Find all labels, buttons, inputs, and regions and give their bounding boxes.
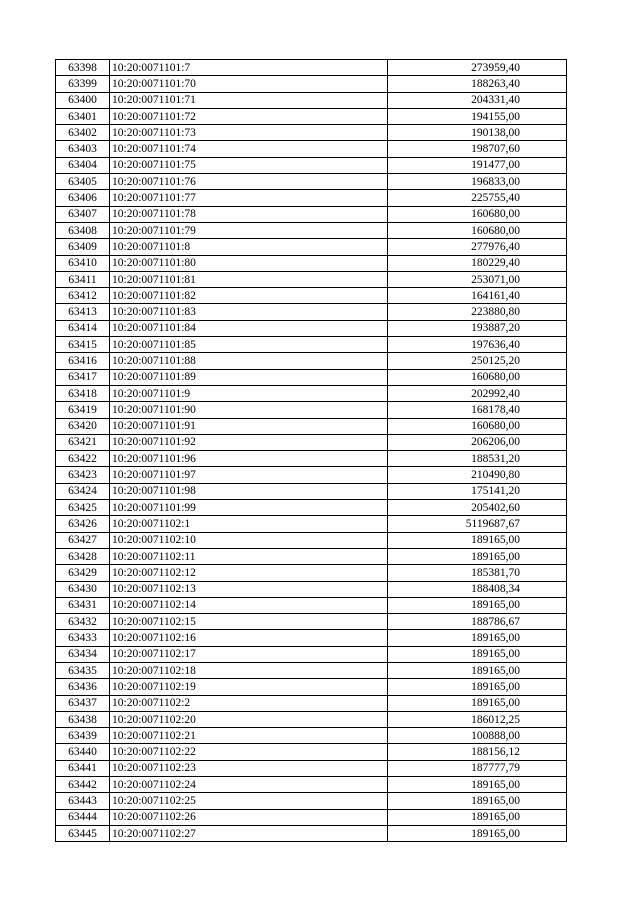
- cadastral-value-cell: 273959,40: [388, 60, 567, 76]
- row-number-cell: 63436: [56, 679, 110, 695]
- row-number-cell: 63424: [56, 483, 110, 499]
- cadastral-value-cell: 225755,40: [388, 190, 567, 206]
- row-number-cell: 63417: [56, 369, 110, 385]
- row-number-cell: 63407: [56, 206, 110, 222]
- cadastral-number-cell: 10:20:0071102:24: [110, 777, 388, 793]
- cadastral-value-cell: 202992,40: [388, 385, 567, 401]
- cadastral-number-cell: 10:20:0071102:26: [110, 809, 388, 825]
- table-row: [56, 353, 567, 369]
- row-number-cell: 63443: [56, 793, 110, 809]
- row-number-cell: 63402: [56, 125, 110, 141]
- cadastral-number-cell: 10:20:0071101:98: [110, 483, 388, 499]
- cadastral-number-cell: 10:20:0071101:81: [110, 271, 388, 287]
- cadastral-number-cell: 10:20:0071101:85: [110, 337, 388, 353]
- cadastral-number-cell: 10:20:0071102:10: [110, 532, 388, 548]
- row-number-cell: 63422: [56, 451, 110, 467]
- table-row: [56, 92, 567, 108]
- row-number-cell: 63403: [56, 141, 110, 157]
- table-row: [56, 679, 567, 695]
- row-number-cell: 63444: [56, 809, 110, 825]
- cadastral-number-cell: 10:20:0071102:16: [110, 630, 388, 646]
- cadastral-value-cell: 187777,79: [388, 760, 567, 776]
- row-number-cell: 63437: [56, 695, 110, 711]
- cadastral-value-cell: 5119687,67: [388, 516, 567, 532]
- table-row: [56, 548, 567, 564]
- cadastral-number-cell: 10:20:0071102:27: [110, 825, 388, 841]
- cadastral-value-cell: 186012,25: [388, 711, 567, 727]
- table-row: [56, 206, 567, 222]
- cadastral-value-cell: 160680,00: [388, 222, 567, 238]
- cadastral-value-cell: 189165,00: [388, 809, 567, 825]
- row-number-cell: 63423: [56, 467, 110, 483]
- cadastral-value-cell: 250125,20: [388, 353, 567, 369]
- cadastral-value-cell: 160680,00: [388, 418, 567, 434]
- cadastral-value-cell: 205402,60: [388, 500, 567, 516]
- table-row: [56, 500, 567, 516]
- cadastral-number-cell: 10:20:0071102:22: [110, 744, 388, 760]
- cadastral-value-cell: 193887,20: [388, 320, 567, 336]
- table-row: [56, 744, 567, 760]
- cadastral-value-cell: 210490,80: [388, 467, 567, 483]
- cadastral-number-cell: 10:20:0071102:23: [110, 760, 388, 776]
- cadastral-number-cell: 10:20:0071101:73: [110, 125, 388, 141]
- row-number-cell: 63430: [56, 581, 110, 597]
- row-number-cell: 63409: [56, 239, 110, 255]
- row-number-cell: 63405: [56, 174, 110, 190]
- table-row: [56, 646, 567, 662]
- table-row: [56, 532, 567, 548]
- table-row: [56, 418, 567, 434]
- row-number-cell: 63428: [56, 548, 110, 564]
- cadastral-value-cell: 189165,00: [388, 793, 567, 809]
- table-row: [56, 222, 567, 238]
- cadastral-value-cell: 189165,00: [388, 777, 567, 793]
- table-row: [56, 483, 567, 499]
- table-row: [56, 157, 567, 173]
- cadastral-number-cell: 10:20:0071102:17: [110, 646, 388, 662]
- cadastral-number-cell: 10:20:0071101:70: [110, 76, 388, 92]
- cadastral-number-cell: 10:20:0071101:77: [110, 190, 388, 206]
- cadastral-number-cell: 10:20:0071101:8: [110, 239, 388, 255]
- table-row: [56, 516, 567, 532]
- cadastral-number-cell: 10:20:0071102:25: [110, 793, 388, 809]
- cadastral-number-cell: 10:20:0071101:79: [110, 222, 388, 238]
- cadastral-value-cell: 189165,00: [388, 662, 567, 678]
- cadastral-value-cell: 277976,40: [388, 239, 567, 255]
- table-row: [56, 760, 567, 776]
- table-row: [56, 777, 567, 793]
- row-number-cell: 63399: [56, 76, 110, 92]
- row-number-cell: 63425: [56, 500, 110, 516]
- cadastral-value-cell: 188408,34: [388, 581, 567, 597]
- cadastral-value-cell: 188531,20: [388, 451, 567, 467]
- cadastral-value-cell: 196833,00: [388, 174, 567, 190]
- row-number-cell: 63439: [56, 728, 110, 744]
- cadastral-value-cell: 189165,00: [388, 679, 567, 695]
- cadastral-value-cell: 190138,00: [388, 125, 567, 141]
- cadastral-number-cell: 10:20:0071101:72: [110, 108, 388, 124]
- table-row: [56, 239, 567, 255]
- table-row: [56, 271, 567, 287]
- cadastral-number-cell: 10:20:0071102:18: [110, 662, 388, 678]
- cadastral-value-cell: 253071,00: [388, 271, 567, 287]
- cadastral-number-cell: 10:20:0071102:21: [110, 728, 388, 744]
- table-row: [56, 255, 567, 271]
- table-row: [56, 190, 567, 206]
- table-row: [56, 662, 567, 678]
- cadastral-value-cell: 198707,60: [388, 141, 567, 157]
- cadastral-value-cell: 168178,40: [388, 402, 567, 418]
- row-number-cell: 63431: [56, 597, 110, 613]
- table-row: [56, 108, 567, 124]
- table-row: [56, 793, 567, 809]
- table-row: [56, 385, 567, 401]
- cadastral-number-cell: 10:20:0071101:88: [110, 353, 388, 369]
- table-row: [56, 369, 567, 385]
- table-body: [56, 60, 567, 842]
- cadastral-number-cell: 10:20:0071101:74: [110, 141, 388, 157]
- row-number-cell: 63404: [56, 157, 110, 173]
- row-number-cell: 63410: [56, 255, 110, 271]
- row-number-cell: 63408: [56, 222, 110, 238]
- table-row: [56, 174, 567, 190]
- table-row: [56, 728, 567, 744]
- cadastral-value-cell: 100888,00: [388, 728, 567, 744]
- cadastral-number-cell: 10:20:0071101:78: [110, 206, 388, 222]
- row-number-cell: 63442: [56, 777, 110, 793]
- cadastral-value-cell: 197636,40: [388, 337, 567, 353]
- cadastral-number-cell: 10:20:0071102:19: [110, 679, 388, 695]
- cadastral-value-cell: 160680,00: [388, 206, 567, 222]
- row-number-cell: 63429: [56, 565, 110, 581]
- cadastral-number-cell: 10:20:0071102:12: [110, 565, 388, 581]
- table-row: [56, 141, 567, 157]
- cadastral-number-cell: 10:20:0071101:84: [110, 320, 388, 336]
- cadastral-number-cell: 10:20:0071101:90: [110, 402, 388, 418]
- cadastral-value-cell: 164161,40: [388, 288, 567, 304]
- row-number-cell: 63445: [56, 825, 110, 841]
- cadastral-number-cell: 10:20:0071101:91: [110, 418, 388, 434]
- row-number-cell: 63413: [56, 304, 110, 320]
- cadastral-value-cell: 204331,40: [388, 92, 567, 108]
- table-row: [56, 304, 567, 320]
- cadastral-value-cell: 188156,12: [388, 744, 567, 760]
- table-row: [56, 451, 567, 467]
- cadastral-number-cell: 10:20:0071101:96: [110, 451, 388, 467]
- table-row: [56, 60, 567, 76]
- cadastral-value-cell: 189165,00: [388, 630, 567, 646]
- row-number-cell: 63406: [56, 190, 110, 206]
- cadastral-value-cell: 189165,00: [388, 695, 567, 711]
- table-row: [56, 581, 567, 597]
- row-number-cell: 63416: [56, 353, 110, 369]
- table-row: [56, 597, 567, 613]
- row-number-cell: 63420: [56, 418, 110, 434]
- cadastral-value-cell: 160680,00: [388, 369, 567, 385]
- row-number-cell: 63433: [56, 630, 110, 646]
- table-row: [56, 565, 567, 581]
- cadastral-number-cell: 10:20:0071101:76: [110, 174, 388, 190]
- cadastral-number-cell: 10:20:0071102:11: [110, 548, 388, 564]
- row-number-cell: 63419: [56, 402, 110, 418]
- cadastral-value-cell: 188786,67: [388, 614, 567, 630]
- row-number-cell: 63412: [56, 288, 110, 304]
- cadastral-value-cell: 191477,00: [388, 157, 567, 173]
- row-number-cell: 63440: [56, 744, 110, 760]
- table-row: [56, 467, 567, 483]
- cadastral-number-cell: 10:20:0071102:1: [110, 516, 388, 532]
- row-number-cell: 63398: [56, 60, 110, 76]
- table-row: [56, 825, 567, 841]
- table-row: [56, 288, 567, 304]
- table-row: [56, 614, 567, 630]
- document-page: [55, 59, 566, 842]
- row-number-cell: 63434: [56, 646, 110, 662]
- cadastral-number-cell: 10:20:0071102:20: [110, 711, 388, 727]
- table-row: [56, 630, 567, 646]
- table-row: [56, 76, 567, 92]
- cadastral-number-cell: 10:20:0071101:99: [110, 500, 388, 516]
- row-number-cell: 63414: [56, 320, 110, 336]
- row-number-cell: 63438: [56, 711, 110, 727]
- cadastral-number-cell: 10:20:0071101:89: [110, 369, 388, 385]
- cadastral-value-cell: 223880,80: [388, 304, 567, 320]
- row-number-cell: 63418: [56, 385, 110, 401]
- cadastral-value-cell: 188263,40: [388, 76, 567, 92]
- cadastral-value-cell: 194155,00: [388, 108, 567, 124]
- row-number-cell: 63401: [56, 108, 110, 124]
- row-number-cell: 63421: [56, 434, 110, 450]
- table-row: [56, 809, 567, 825]
- cadastral-value-cell: 185381,70: [388, 565, 567, 581]
- cadastral-value-cell: 189165,00: [388, 532, 567, 548]
- row-number-cell: 63432: [56, 614, 110, 630]
- cadastral-value-cell: 189165,00: [388, 646, 567, 662]
- cadastral-number-cell: 10:20:0071101:83: [110, 304, 388, 320]
- cadastral-number-cell: 10:20:0071101:97: [110, 467, 388, 483]
- cadastral-number-cell: 10:20:0071102:15: [110, 614, 388, 630]
- cadastral-value-table: [55, 59, 567, 842]
- table-row: [56, 125, 567, 141]
- cadastral-number-cell: 10:20:0071101:71: [110, 92, 388, 108]
- cadastral-number-cell: 10:20:0071102:2: [110, 695, 388, 711]
- table-row: [56, 695, 567, 711]
- cadastral-value-cell: 180229,40: [388, 255, 567, 271]
- cadastral-number-cell: 10:20:0071101:7: [110, 60, 388, 76]
- table-row: [56, 402, 567, 418]
- cadastral-value-cell: 189165,00: [388, 825, 567, 841]
- row-number-cell: 63415: [56, 337, 110, 353]
- row-number-cell: 63426: [56, 516, 110, 532]
- row-number-cell: 63400: [56, 92, 110, 108]
- cadastral-value-cell: 206206,00: [388, 434, 567, 450]
- cadastral-number-cell: 10:20:0071101:75: [110, 157, 388, 173]
- row-number-cell: 63435: [56, 662, 110, 678]
- cadastral-value-cell: 189165,00: [388, 597, 567, 613]
- table-row: [56, 711, 567, 727]
- cadastral-number-cell: 10:20:0071102:13: [110, 581, 388, 597]
- row-number-cell: 63411: [56, 271, 110, 287]
- cadastral-number-cell: 10:20:0071102:14: [110, 597, 388, 613]
- cadastral-number-cell: 10:20:0071101:80: [110, 255, 388, 271]
- row-number-cell: 63427: [56, 532, 110, 548]
- cadastral-value-cell: 189165,00: [388, 548, 567, 564]
- row-number-cell: 63441: [56, 760, 110, 776]
- cadastral-number-cell: 10:20:0071101:82: [110, 288, 388, 304]
- cadastral-number-cell: 10:20:0071101:9: [110, 385, 388, 401]
- cadastral-value-cell: 175141,20: [388, 483, 567, 499]
- table-row: [56, 320, 567, 336]
- cadastral-number-cell: 10:20:0071101:92: [110, 434, 388, 450]
- table-row: [56, 434, 567, 450]
- table-row: [56, 337, 567, 353]
